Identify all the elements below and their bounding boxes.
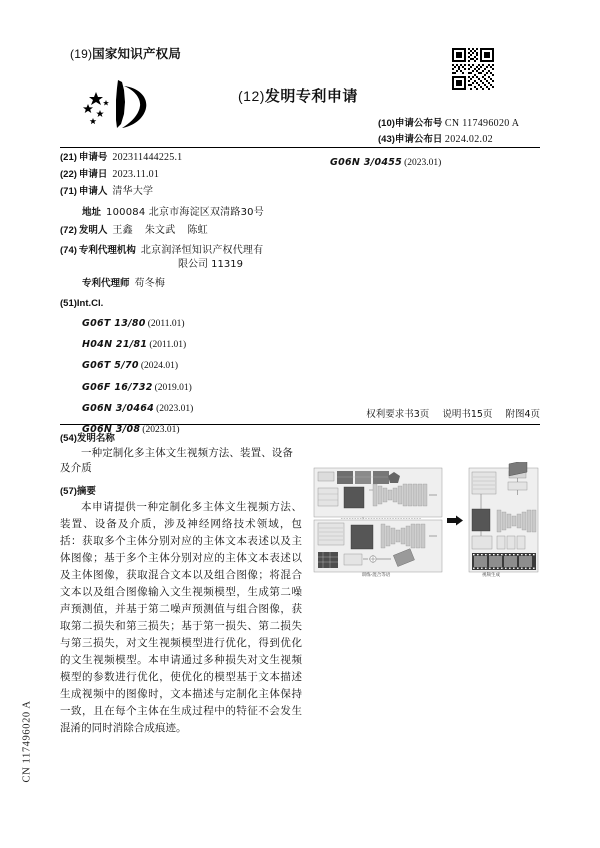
ipc-symbol: H04N 21/81 [82,339,148,351]
applicant-code: (71) [60,186,77,197]
header-divider [60,147,540,148]
application-number-value: 202311444225.1 [112,152,183,163]
abstract-heading [60,483,302,497]
office-header [70,44,181,62]
inventors-values [112,225,219,238]
document-kind-header [238,85,358,106]
agent-row [82,274,350,289]
application-number-label: 申请号 [78,152,108,163]
ipc-symbol: G06F 16/732 [82,381,153,393]
qr-code-icon [452,48,494,90]
title-label: 发明名称 [76,433,115,444]
inventors-code: (72) [60,225,77,236]
page-count-claims: 权利要求书3页 [366,409,430,420]
agent-value: 苟冬梅 [134,278,166,289]
ipc-primary [330,152,441,170]
body-divider [60,424,540,425]
application-number-code: (21) [60,152,77,163]
kind-name: 发明专利申请 [264,87,358,105]
inventor-name: 朱文武 [144,225,176,236]
ipc-symbol: G06T 13/80 [82,318,146,329]
ipc-primary-version: (2023.01) [404,158,442,168]
title-abstract-column [60,430,302,737]
ipc-version: (2019.01) [154,382,192,393]
agency-label: 专利代理机构 [78,244,136,256]
ipc-item [82,377,193,395]
filing-date-label: 申请日 [78,169,108,180]
ipc-item [82,313,193,331]
ipc-primary-symbol: G06N 3/0455 [330,157,403,168]
side-publication-code: CN 117496020 A [21,700,33,783]
filing-date-code: (22) [60,169,77,180]
cnipa-emblem-icon [72,78,164,130]
ipc-version: (2023.01) [156,403,194,414]
ipc-version: (2023.01) [142,424,180,435]
ipc-code: (51) [60,298,77,309]
ipc-label: Int.Cl. [76,298,104,309]
ipc-header [60,298,103,309]
address-label: 地址 [82,207,102,218]
publication-date-row [378,131,493,145]
publication-number-row [378,115,519,129]
office-code: (19) [70,47,93,61]
agent-label: 专利代理师 [82,278,130,289]
bibliographic-block [60,152,350,294]
ipc-version: (2011.01) [147,319,185,329]
figure-caption-left: 训练-混合等语 [361,573,391,578]
page-count-description: 说明书15页 [442,409,493,420]
filing-date-row [60,169,350,182]
office-name: 国家知识产权局 [92,46,182,61]
publication-date-value: 2024.02.02 [444,134,493,145]
agency-value-line2: 限公司 11319 [178,259,243,270]
ipc-symbol: G06T 5/70 [82,360,139,372]
title-heading [60,430,302,444]
abstract-body: 本申请提供一种定制化多主体文生视频方法、装置、设备及介质，涉及神经网络技术领域，包括：获取多个主体分别对应的主体文本表述以及主体图像；基于多个主体分别对应的主体文本表述以及主体图像，获取混合文本以及组合图像；将混合文本以及组合图像输入文生视频模型，生成第二噪声预测值，并基于第二噪声预测值与组合图像，获取第二损失和第三损失；基于第一损失、第二损失与第三损失，对文生视频模型进行优化，得到优化的文生视频模型。本申请通过多种损失对文生视频模型的参数进行优化，使优化的模型基于文本描述生成视频中的图像时，文本描述与定制化主体保持一致，且在每个主体在生成过程中的特征不会发生混淆的同时消除合成痕迹。 [60,501,302,735]
inventor-name: 王鑫 [112,225,133,236]
applicant-label: 申请人 [78,186,108,197]
ipc-list [82,313,193,440]
publication-number-label: 申请公布号 [394,118,443,129]
publication-date-code: (43) [378,134,395,145]
application-number-row [60,152,350,165]
inventor-name: 陈虹 [187,225,208,236]
inventors-label: 发明人 [78,225,108,236]
invention-title: 一种定制化多主体文生视频方法、装置、设备及介质 [60,447,293,475]
page-count-drawings: 附图4页 [505,409,540,420]
applicant-value: 清华大学 [112,186,154,197]
kind-code: (12) [238,88,265,104]
ipc-symbol: G06N 3/08 [82,423,141,435]
publication-date-label: 申请公布日 [394,134,443,145]
applicant-row [60,186,350,199]
figure-captions [311,572,541,578]
publication-number-code: (10) [378,118,395,129]
page-counts [366,406,540,420]
agency-code: (74) [60,244,77,256]
address-value: 100084 北京市海淀区双清路30号 [106,207,264,218]
filing-date-value: 2023.11.01 [112,169,160,180]
figure-caption-right: 视频生成 [482,573,500,578]
publication-number-value: CN 117496020 A [444,118,520,129]
abstract-code: (57) [60,486,77,498]
agency-value-line1: 北京润泽恒知识产权代理有 [140,244,264,256]
ipc-item [82,355,193,373]
inventors-row [60,225,350,238]
ipc-version: (2011.01) [149,340,187,351]
ipc-item [82,398,193,416]
ipc-version: (2024.01) [140,361,179,372]
address-row [82,203,350,218]
ipc-item [82,334,193,352]
patent-abstract-figure [311,462,541,586]
abstract-label: 摘要 [76,486,96,498]
ipc-symbol: G06N 3/0464 [82,402,155,414]
title-code: (54) [60,433,77,444]
